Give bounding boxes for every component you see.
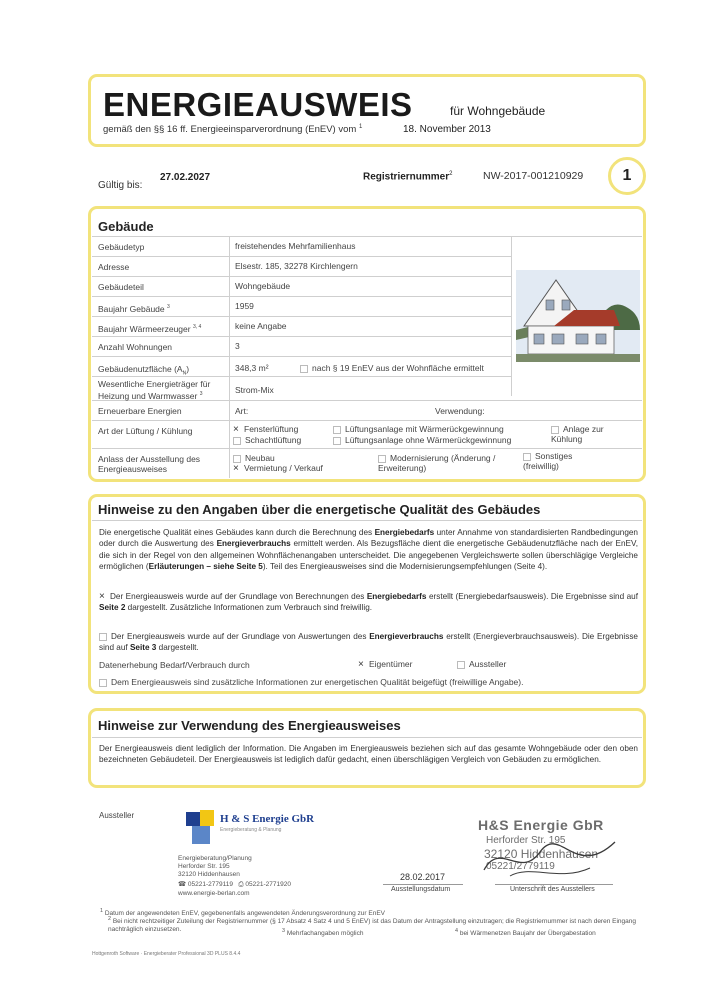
issuer-contact-1: Energieberatung/Planung: [178, 855, 252, 862]
company-name: H & S Energie GbR: [220, 813, 315, 825]
registration-value: NW-2017-001210929: [483, 170, 584, 182]
reason-new-build: Neubau: [233, 453, 275, 463]
footnote-3: $^3$ Mehrfachangaben möglich: [282, 928, 364, 938]
row-value-heater-year: keine Angabe: [235, 321, 287, 331]
ventilation-with-recovery: Lüftungsanlage mit Wärmerückgewinnung: [333, 424, 504, 434]
company-tagline: Energieberatung & Planung: [220, 827, 282, 833]
page-number: 1: [608, 157, 646, 195]
usable-area-option: nach § 19 EnEV aus der Wohnfläche ermittelt: [300, 363, 484, 373]
reason-rent-sale: × Vermietung / Verkauf: [233, 462, 323, 474]
row-label-building-part: Gebäudeteil: [98, 282, 144, 292]
law-reference: gemäß den §§ 16 ff. Energieeinsparverordnung (EnEV) vom $^1$: [103, 124, 363, 136]
footnote-1: $^1$ Datum der angewendeten EnEV, gegebenenfalls angewendeten Änderungsverordnung zur EnEV: [100, 908, 386, 918]
data-collection-label: Datenerhebung Bedarf/Verbrauch durch: [99, 660, 250, 670]
issuer-stamp: H&S Energie GbR Herforder Str. 195 32120 Hiddenhausen 05221/2779119: [478, 817, 604, 872]
row-value-renewables-use: Verwendung:: [435, 406, 485, 416]
row-label-ventilation: Art der Lüftung / Kühlung: [98, 426, 193, 436]
checked-x-icon: ×: [233, 423, 239, 435]
row-value-apartments: 3: [235, 341, 240, 351]
footnote-2: $^2$ Bei nicht rechtzeitiger Zuteilung der Registriernummer (§ 17 Absatz 4 Satz 4 und 5 EnEV) ist das Datum der Antragstellung einzutragen; die Registriernummer ist nach deren Eingang nachträglich einzusetzen.: [108, 916, 636, 934]
ventilation-shaft: Schachtlüftung: [233, 435, 301, 445]
issue-date-value: 28.02.2017: [400, 872, 446, 882]
software-note: Hottgenroth Software · Energieberater Professional 3D PLUS 8.4.4: [92, 951, 241, 957]
quality-hints-consumption-option: Der Energieausweis wurde auf der Grundlage von Auswertungen des Energieverbrauchs erstellt (Energieverbrauchsausweis). Die Ergebnisse sind auf Seite 3 dargestellt.: [99, 632, 638, 653]
checked-x-icon: ×: [358, 658, 364, 670]
extra-info-option: Dem Energieausweis sind zusätzliche Informationen zur energetischen Qualität beigefügt (freiwillige Angabe).: [99, 677, 523, 687]
cooling-system: Anlage zur Kühlung: [551, 424, 604, 444]
usage-hints-text: Der Energieausweis dient lediglich der Information. Die Angaben im Energieausweis beziehen sich auf das gesamte Wohngebäude oder den oben bezeichneten Gebäudeteil. Der Energieausweis ist lediglich dafür gedacht, einen überschlägigen Vergleich von Gebäuden zu ermöglichen.: [99, 744, 638, 765]
data-collection-issuer: Aussteller: [457, 659, 506, 669]
row-value-usable-area: 348,3 m²: [235, 363, 269, 373]
row-label-renewables: Erneuerbare Energien: [98, 406, 182, 416]
document-subtitle: für Wohngebäude: [450, 104, 546, 118]
quality-hints-paragraph-1: Die energetische Qualität eines Gebäudes kann durch die Berechnung des Energiebedarfs unter Annahme von standardisierten Randbedingungen oder durch die Auswertung des Energieverbrauchs ermittelt werden. Als Bezugsfläche dient die energetische Gebäudenutzfläche nach der EnEV, die sich in der Regel von den allgemeinen Wohnflächenangaben unterscheidet. Die angegebenen Vergleichswerte sollen überschlägige Vergleiche ermöglichen (Erläuterungen – siehe Seite 5). Teil des Energieausweises sind die Modernisierungsempfehlungen (Seite 4).: [99, 528, 639, 571]
document-title: ENERGIEAUSWEIS: [103, 86, 413, 123]
signature-label: Unterschrift des Ausstellers: [510, 886, 595, 893]
issuer-phone: ☎ 05221-2779119 ⎙ 05221-2771920: [178, 881, 291, 888]
row-label-building-type: Gebäudetyp: [98, 242, 145, 252]
law-date: 18. November 2013: [403, 124, 491, 135]
reason-other: Sonstiges (freiwillig): [523, 451, 573, 471]
row-label-energy-carrier: Wesentliche Energieträger für Heizung und Warmwasser $^3$: [98, 379, 211, 401]
ventilation-without-recovery: Lüftungsanlage ohne Wärmerückgewinnung: [333, 435, 511, 445]
row-value-renewables-type: Art:: [235, 406, 249, 416]
issuer-label: Aussteller: [99, 811, 135, 820]
row-value-building-type: freistehendes Mehrfamilienhaus: [235, 241, 356, 251]
row-value-energy-carrier: Strom-Mix: [235, 385, 274, 395]
phone-icon: ☎: [178, 881, 187, 888]
usable-area-checkbox: [300, 365, 308, 373]
quality-hints-title: Hinweise zu den Angaben über die energetische Qualität des Gebäudes: [98, 502, 541, 517]
valid-value: 27.02.2027: [160, 172, 211, 183]
building-section-title: Gebäude: [98, 219, 154, 234]
row-label-address: Adresse: [98, 262, 130, 272]
issuer-website: www.energie-berlan.com: [178, 890, 250, 897]
ventilation-window: × Fensterlüftung: [233, 423, 299, 435]
row-value-year-built: 1959: [235, 301, 254, 311]
usage-hints-title: Hinweise zur Verwendung des Energieausweises: [98, 718, 401, 733]
signature: [480, 830, 620, 886]
row-value-address: Elsestr. 185, 32278 Kirchlengern: [235, 261, 358, 271]
row-value-building-part: Wohngebäude: [235, 281, 291, 291]
fax-icon: ⎙: [238, 881, 244, 888]
row-label-reason: Anlass der Ausstellung des Energieausweises: [98, 454, 201, 474]
reason-modernization: Modernisierung (Änderung / Erweiterung): [378, 453, 496, 473]
data-collection-owner: × Eigentümer: [358, 658, 413, 670]
row-label-heater-year: Baujahr Wärmeerzeuger $^{3, 4}$: [98, 323, 202, 334]
checked-x-icon: ×: [99, 590, 105, 602]
issue-date-label: Ausstellungsdatum: [391, 886, 451, 893]
company-logo: [186, 810, 214, 844]
issuer-contact-3: 32120 Hiddenhausen: [178, 871, 240, 878]
row-label-year-built: Baujahr Gebäude $^3$: [98, 303, 170, 314]
footnote-4: $^4$ bei Wärmenetzen Baujahr der Übergabestation: [455, 928, 596, 938]
valid-label: Gültig bis:: [98, 180, 143, 191]
row-label-usable-area: Gebäudenutzfläche $(A_N)$: [98, 364, 190, 377]
building-photo: [516, 270, 640, 362]
issuer-contact-2: Herforder Str. 195: [178, 863, 230, 870]
checked-x-icon: ×: [233, 462, 239, 474]
registration-label: Registriernummer$^2$: [363, 171, 453, 183]
row-label-apartments: Anzahl Wohnungen: [98, 342, 173, 352]
quality-hints-demand-option: × Der Energieausweis wurde auf der Grundlage von Berechnungen des Energiebedarfs erstellt (Energiebedarfsausweis). Die Ergebnisse sind auf Seite 2 dargestellt. Zusätzliche Informationen zum Verbrauch sind freiwillig.: [99, 590, 639, 613]
